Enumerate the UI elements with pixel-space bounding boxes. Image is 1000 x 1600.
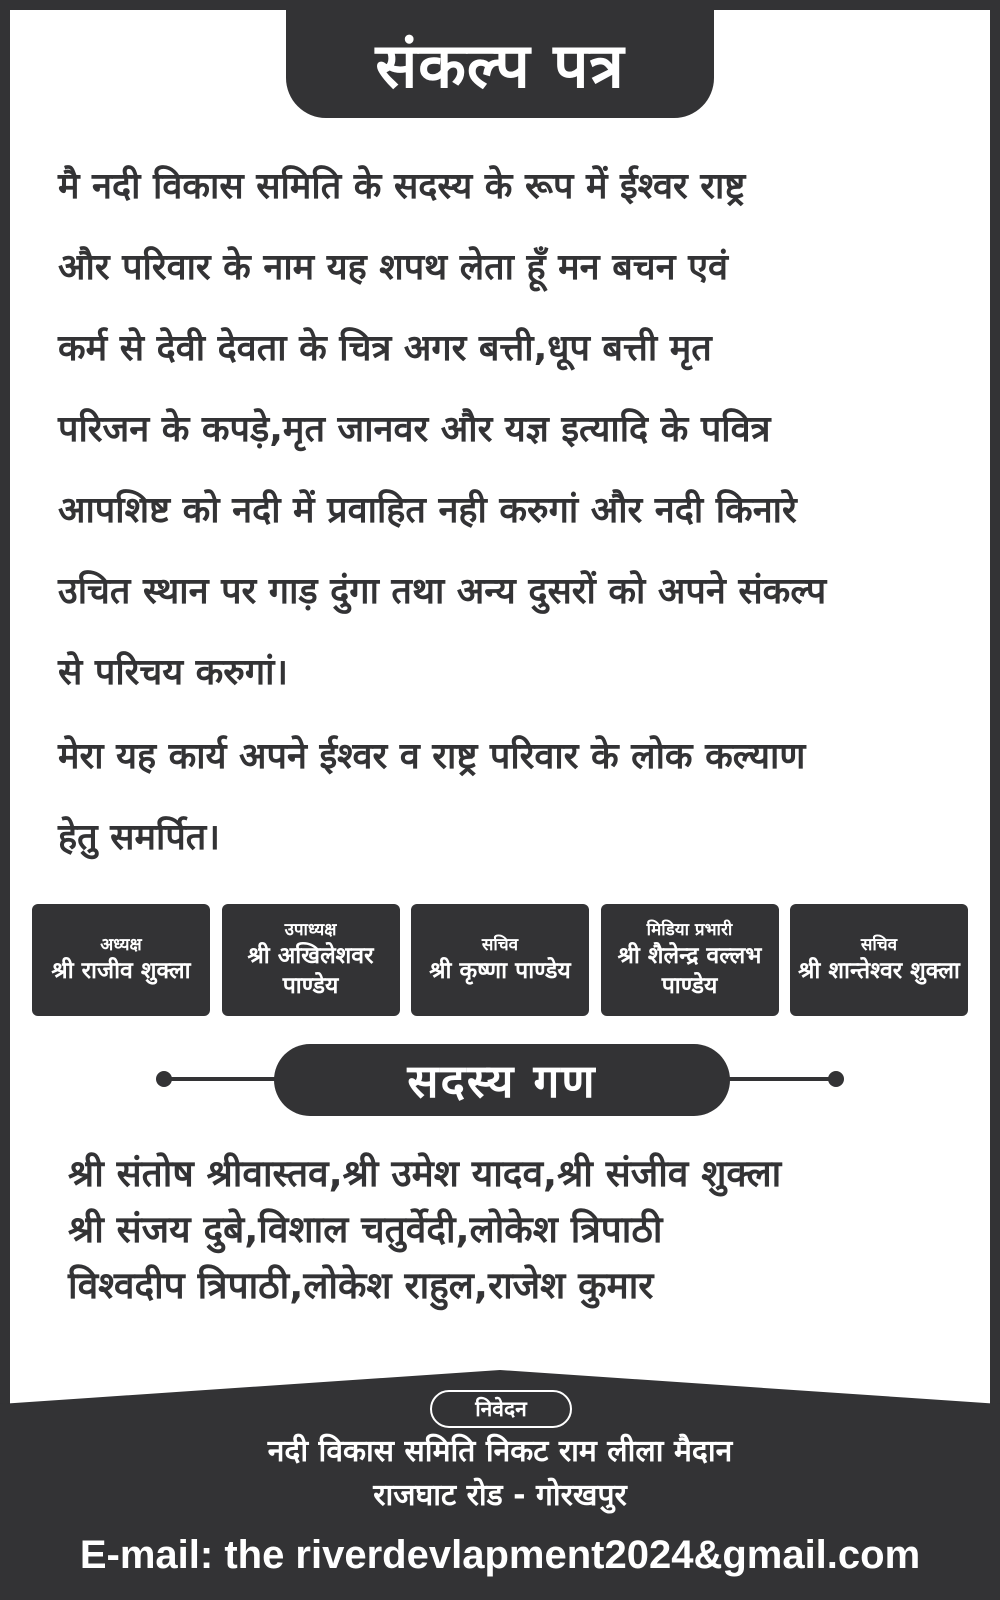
email-text: E-mail: the riverdevlapment2024&gmail.com (79, 1533, 921, 1577)
pledge-line: आपशिष्ट को नदी में प्रवाहित नही करुगां और नदी किनारे (58, 490, 797, 531)
pledge-line: कर्म से देवी देवता के चित्र अगर बत्ती,धूप बत्ती मृत (58, 328, 712, 369)
address-line-1: नदी विकास समिति निकट राम लीला मैदान (267, 1434, 733, 1469)
pledge-line: और परिवार के नाम यह शपथ लेता हूँ मन बचन एवं (58, 247, 729, 288)
members-list (68, 1146, 968, 1314)
pledge-line: से परिचय करुगां। (58, 652, 289, 693)
officer-role: सचिव (481, 935, 519, 955)
member-line: श्री संतोष श्रीवास्तव,श्री उमेश यादव,श्री संजीव शुक्ला (68, 1152, 782, 1195)
appeal-badge: निवेदन (430, 1390, 572, 1428)
officer-name: श्री अखिलेशवर पाण्डेय (247, 943, 374, 999)
pledge-line: उचित स्थान पर गाड़ दुंगा तथा अन्य दुसरों को अपने संकल्प (58, 571, 827, 612)
member-line: विश्वदीप त्रिपाठी,लोकेश राहुल,राजेश कुमार (68, 1264, 654, 1307)
pledge-text (58, 146, 958, 713)
pledge-line: मै नदी विकास समिति के सदस्य के रूप में ईश्वर राष्ट्र (58, 166, 746, 207)
members-heading: सदस्य गण (407, 1054, 597, 1108)
divider-dot-left (156, 1071, 172, 1087)
page-title: संकल्प पत्र (375, 29, 625, 102)
officer-card-secretary (411, 904, 589, 1016)
officer-card-president (32, 904, 210, 1016)
address-line-2: राजघाट रोड - गोरखपुर (373, 1478, 627, 1513)
officer-name: श्री राजीव शुक्ला (51, 958, 191, 984)
dedication-line: हेतु समर्पित। (58, 817, 220, 858)
members-heading-pill (274, 1044, 730, 1116)
officer-card-vice-president (222, 904, 400, 1016)
officer-role: सचिव (860, 935, 898, 955)
dedication-line: मेरा यह कार्य अपने ईश्वर व राष्ट्र परिवार के लोक कल्याण (58, 736, 806, 777)
officer-name: श्री कृष्णा पाण्डेय (429, 958, 571, 984)
member-line: श्री संजय दुबे,विशाल चतुर्वेदी,लोकेश त्रिपाठी (68, 1208, 663, 1251)
officer-role: उपाध्यक्ष (284, 920, 337, 940)
officer-name: श्री शैलेन्द्र वल्लभ पाण्डेय (617, 943, 762, 999)
divider-dot-right (828, 1071, 844, 1087)
officer-name: श्री शान्तेश्वर शुक्ला (798, 958, 960, 984)
officer-card-media-incharge (601, 904, 779, 1016)
officers-row (32, 904, 968, 1016)
dedication-text (58, 716, 958, 878)
title-banner (286, 10, 714, 118)
officer-card-secretary-2 (790, 904, 968, 1016)
officer-role: मिडिया प्रभारी (646, 920, 733, 940)
pledge-line: परिजन के कपड़े,मृत जानवर और यज्ञ इत्यादि के पवित्र (58, 409, 771, 450)
officer-role: अध्यक्ष (100, 935, 142, 955)
